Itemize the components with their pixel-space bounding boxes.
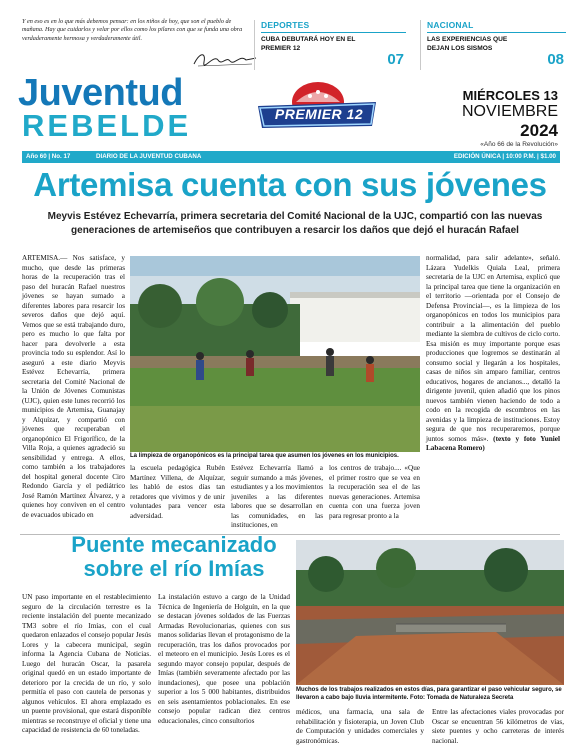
promo-headline: CUBA DEBUTARÁ HOY EN EL PREMIER 12 xyxy=(261,36,356,52)
story1-column-3: Estévez Echevarría llamó a seguir sumando a más jóvenes, estudiantes y a los movimientos juveniles a las diferentes labores que se desarrollan en las comunidades, en las instituciones, en xyxy=(231,464,323,529)
date-day: MIÉRCOLES 13 xyxy=(462,88,558,103)
premier12-logo-text: PREMIER 12 xyxy=(274,106,364,122)
date-month: NOVIEMBRE xyxy=(461,103,558,120)
edition-price: EDICIÓN ÚNICA | 10:00 P.M. | $1.00 xyxy=(453,153,556,160)
paper-subtitle: DIARIO DE LA JUVENTUD CUBANA xyxy=(96,153,202,160)
story1-column-1: ARTEMISA.— Nos satisface, y mucho, que desde las primeras horas de la recuperación tras el paso del huracán Rafael nuestros jóvenes se hayan sumado a diferentes labores para resarcir los severos daños que dejó aquí. Vemos que se está trabajando duro, pero es mucho lo que falta por hacer para devolverle a esta provincia todo su esplendor. Así lo aseguró a este diario Meyvis Estévez Echevarría, primera secretaria del Comité Nacional de la Unión de Jóvenes Comunistas (UJC), quien este lunes recorrió los municipios de Artemisa, Guanajay y Alquízar, y compartió con jóvenes que recuperaban el organopónico El Frigorífico, de la Villa Roja, a quienes agradeció su sensibilidad y entrega. A ellos, como también a los trabajadores del hospital general docente Ciro Redondo García y el pediátrico José Ramón Martínez Álvarez, y a quienes hoy conviven en el centro de evacuados ubicado en xyxy=(22,254,125,519)
signature-icon xyxy=(190,48,260,70)
promo-page: 08 xyxy=(547,51,564,68)
story1-column-5-text: normalidad, para salir adelante», señaló. Lázara Yudelkis Quiala Leal, primera secretaria de la UJC en Artemisa, explicó que la principal tarea que tiene la organización en el territorio —orientada por el Consejo de Defensa Provincial—, es la limpieza de los organopónicos en todos los municipios para contribuir a la alimentación del pueblo mediante la siembra de cultivos de ciclo corto. Esa misión es muy importante porque esas producciones que logremos se destinarán al consumo social y llegarán a los hospitales, casas de niños sin amparo familiar, centros educativos, hogares de ancianos..., detalló la dirigente juvenil, quien añadió que los pinos nuevos también vienen haciendo de todo a codo en la recogida de escombros en las avenidas y la limpieza de instituciones. Estoy segura de que nos recuperaremos, porque juntos somos más». xyxy=(426,254,560,443)
story2-photo-caption: Muchos de los trabajos realizados en estos días, para garantizar el paso vehicular seguro, se llevaron a cabo bajo lluvia intermitente. Foto: Tomada de Naturaleza Secreta xyxy=(296,687,562,701)
premier12-logo xyxy=(252,80,382,132)
story2-column-2: La instalación estuvo a cargo de la Unidad Técnica de Ingeniería de Holguín, en la que se destacan jóvenes soldados de las Fuerzas Armadas Revolucionarias, quienes con sus manos solidarias llevan el protagonismo de la recuperación, tras los daños provocados por el meteoro en el municipio. Jesús Lores es el segundo mayor consejo popular, después de Imías (también severamente afectado por las inundaciones), que posee una población superior a los 5 000 habitantes, distribuidos en seis asentamientos poblacionales. En ese consejo popular radican diez centros educacionales, cinco consultorios xyxy=(158,593,290,725)
promo-page: 07 xyxy=(387,51,404,68)
promo-deportes[interactable] xyxy=(254,20,406,70)
story2-column-4: Entre las afectaciones viales provocadas por Oscar se encuentran 56 kilómetros de vías, siete puentes y ocho carreteras de interés nacional. xyxy=(432,708,564,745)
promo-section: DEPORTES xyxy=(261,20,310,30)
masthead-title-line1: Juventud xyxy=(18,72,183,114)
story2-photo xyxy=(296,540,564,685)
promo-nacional[interactable] xyxy=(420,20,566,70)
story1-deck: Meyvis Estévez Echevarría, primera secretaria del Comité Nacional de la UJC, compartió con las nuevas generaciones de artemiseños que contribuyen a resarcir los daños que dejó el huracán Rafael xyxy=(47,211,543,236)
story1-headline[interactable]: Artemisa cuenta con sus jóvenes xyxy=(33,166,547,203)
story2-headline[interactable]: Puente mecanizado sobre el río Imías xyxy=(71,532,277,582)
story1-column-4: los centros de trabajo.... «Que el primer rostro que se vea en la recuperación sea el de las nuevas generaciones. Artemisa cuenta con una fuerza joven para regresar pronto a la xyxy=(329,464,420,520)
story1-column-2: la escuela pedagógica Rubén Martínez Villena, de Alquízar, les habló de estos días tan retadores que vivimos y de unir voluntades para vencer esta adversidad. xyxy=(130,464,225,520)
masthead-info-bar xyxy=(22,151,560,163)
story1-photo-caption: La limpieza de organopónicos es la principal tarea que asumen los jóvenes en los municipios. xyxy=(130,453,399,459)
date-motto: «Año 66 de la Revolución» xyxy=(480,141,558,148)
bridge-photo-icon xyxy=(296,540,564,685)
edition-date xyxy=(462,88,558,148)
masthead-quote: Y en eso es en lo que más debemos pensar: en los niños de hoy, que son el pueblo de mañana. Hay que cuidarlos y velar por ellos como los pilares con que se funda una obra verdaderamente hermosa y verdaderamente útil. xyxy=(22,18,243,42)
story1-column-5 xyxy=(426,254,560,524)
story1-byline: (texto y foto Yuniel Labacena Romero) xyxy=(426,434,560,452)
promo-headline: LAS EXPERIENCIAS QUE DEJAN LOS SISMOS xyxy=(427,36,508,52)
masthead-title-line2: REBELDE xyxy=(22,108,192,143)
organoponico-photo-icon xyxy=(130,256,420,452)
promo-section: NACIONAL xyxy=(427,20,474,30)
story2-column-3: médicos, una farmacia, una sala de rehabilitación y fisioterapia, un Joven Club de Computación y unidades comerciales y gastronómicas. xyxy=(296,708,424,745)
issue-number: Año 60 | No. 17 xyxy=(26,153,71,160)
story1-photo xyxy=(130,256,420,452)
date-year: 2024 xyxy=(520,121,558,140)
story2-column-1: UN paso importante en el restablecimiento seguro de la circulación terrestre es la reciente instalación del puente mecanizado TM3 sobre el río Imías, con el cual quedaron enlazados el consejo popular Jesús Lores y la cabecera municipal, según informa la Agencia Cubana de Noticias. Luego del huracán Oscar, la pasarela original quedó en un estado importante de deterioro por la crecida de un río, y solo permitía el paso con cautela de personas y algunos vehículos. El ahora emplazado es un puente provisional, que estará disponible mientras se reconstruye el oficial y tiene una capacidad de resistencia de 60 toneladas. xyxy=(22,593,151,734)
